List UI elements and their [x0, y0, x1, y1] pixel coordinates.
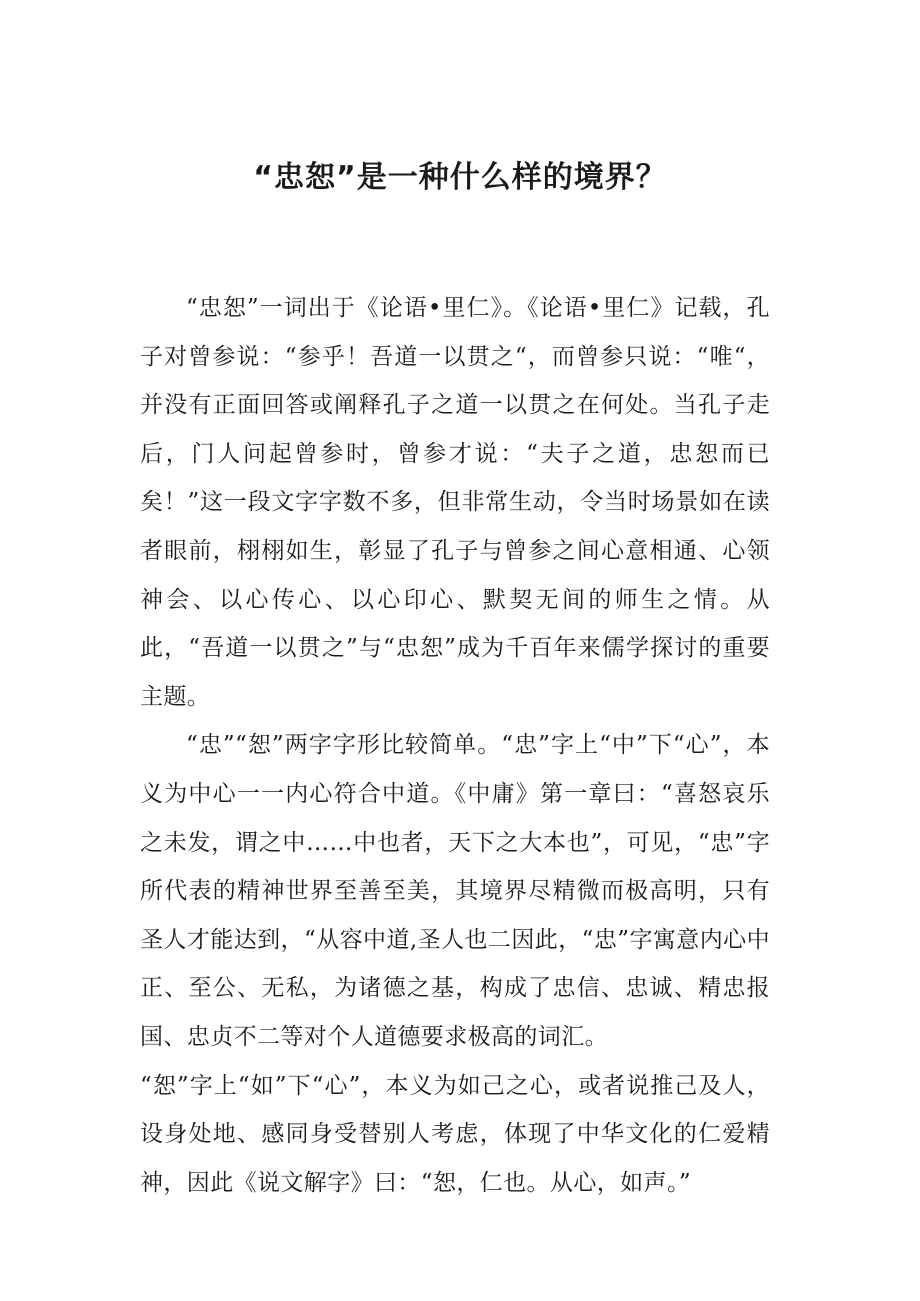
paragraph-zhong: “忠”“恕”两字字形比较简单。“忠”字上“中”下“心”，本义为中心一一内心符合中道。《中庸》第一章曰：“喜怒哀乐之未发，谓之中……中也者，天下之大本也”，可见，“忠”字所代表的精神世界至善至美，其境界尽精微而极高明，只有圣人才能达到，“从容中道,圣人也二因此，“忠”字寓意内心中正、至公、无私，为诸德之基，构成了忠信、忠诚、精忠报国、忠贞不二等对个人道德要求极高的词汇。	[140, 732, 770, 1050]
paragraph-shu: “恕”字上“如”下“心”，本义为如己之心，或者说推己及人，设身处地、感同身受替别人考虑，体现了中华文化的仁爱精神，因此《说文解字》曰：“恕，仁也。从心，如声。”	[140, 1072, 770, 1196]
article-body	[140, 284, 770, 1207]
paragraph-origin: “忠恕”一词出于《论语•里仁》。《论语•里仁》记载，孔子对曾参说：“参乎！吾道一以贯之“，而曾参只说：“唯“，并没有正面回答或阐释孔子之道一以贯之在何处。当孔子走后，门人问起曾参时，曾参才说：“夫子之道，忠恕而已矣！”这一段文字字数不多，但非常生动，令当时场景如在读者眼前，栩栩如生，彰显了孔子与曾参之间心意相通、心领神会、以心传心、以心印心、默契无间的师生之情。从此，“吾道一以贯之”与“忠恕”成为千百年来儒学探讨的重要主题。	[140, 295, 770, 710]
page-title: “忠恕”是一种什么样的境界？	[253, 160, 667, 195]
